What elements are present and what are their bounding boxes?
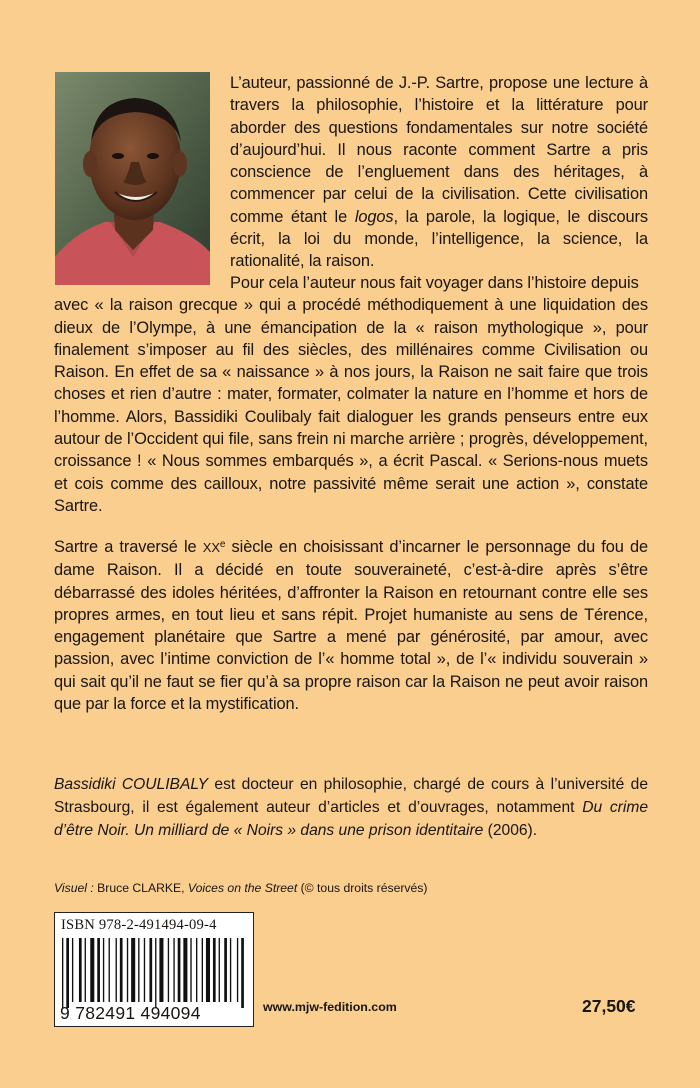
- barcode-bar: [168, 938, 169, 1002]
- barcode-bar: [90, 938, 94, 1002]
- barcode-bar: [85, 938, 86, 1002]
- author-photo: [55, 72, 210, 285]
- barcode-bar: [109, 938, 110, 1002]
- isbn-label: ISBN 978-2-491494-09-4: [61, 917, 217, 933]
- barcode-bar: [131, 938, 135, 1002]
- barcode-bar: [213, 938, 216, 1002]
- barcode-bar: [144, 938, 145, 1002]
- barcode-bar: [196, 938, 197, 1002]
- summary-paragraph-3: Sartre a traversé le XXe siècle en choisissant d’incarner le personnage du fou de dame Raison. Il a décidé en toute souveraineté, c’est-à-dire après s’être débarrassé des idoles héritées, d’affronter la Raison en retournant contre elle ses propres armes, en tout lieu et sans répit. Projet humaniste au sens de Térence, engagement planétaire que Sartre a mené par générosité, par amour, avec passion, avec l’intime conviction de l’« homme total », de l’« individu souverain » qui sait qu’il ne faut se fier qu’à sa propre raison car la Raison ne peut avoir raison que par la force et la mystification.: [54, 538, 648, 714]
- logos-term: logos: [354, 207, 394, 226]
- barcode-bar: [127, 938, 128, 1002]
- barcode-bar: [178, 938, 181, 1002]
- barcode-bar: [202, 938, 203, 1002]
- publisher-website[interactable]: www.mjw-fedition.com: [263, 1000, 397, 1014]
- barcode-bar: [155, 938, 156, 1008]
- author-bio: Bassidiki COULIBALY est docteur en philosophie, chargé de cours à l’université de Strasbourg, il est également auteur d’articles et d’ouvrages, notamment Du crime d’être Noir. Un milliard de « Noirs » dans une prison identitaire (2006).: [54, 776, 648, 840]
- barcode-bar: [66, 938, 69, 1008]
- barcode-box: [54, 912, 254, 1027]
- barcode-bar: [159, 938, 163, 1002]
- barcode-bar: [230, 938, 231, 1002]
- barcode-bar: [206, 938, 210, 1002]
- barcode-bar: [241, 938, 244, 1008]
- barcode-bar: [120, 938, 123, 1002]
- barcode-bar: [138, 938, 139, 1002]
- barcode-bar: [219, 938, 220, 1002]
- century-numeral: XX: [202, 540, 220, 555]
- summary-paragraph-1: L’auteur, passionné de J.-P. Sartre, propose une lecture à travers la philosophie, l’histoire et la littérature pour aborder des questions fondamentales sur notre société d’aujourd’hui. Il nous raconte comment Sartre a pris conscience de l’engluement dans des héritages, à commencer par celui de la civilisation. Cette civilisation comme étant le logos, la parole, la logique, le discours écrit, la loi du monde, l’intelligence, la science, la rationalité, la raison.: [230, 74, 648, 271]
- visual-credit: Visuel : Bruce CLARKE, Voices on the Street (© tous droits réservés): [54, 881, 428, 895]
- barcode-number: 9 782491 494094: [60, 1003, 201, 1023]
- barcode-bars: [60, 938, 248, 1010]
- barcode-bar: [149, 938, 152, 1002]
- barcode-bar: [224, 938, 227, 1002]
- author-name: Bassidiki COULIBALY: [54, 776, 209, 793]
- barcode-bar: [173, 938, 174, 1002]
- barcode-bar: [72, 938, 73, 1002]
- summary-paragraph-2: Pour cela l’auteur nous fait voyager dans l’histoire depuis avec « la raison grecque » qui a procédé méthodiquement à une liquidation des dieux de l’Olympe, à une émancipation de la « raison mythologique », pour finalement s’imposer au fil des siècles, des millénaires comme Civilisation ou Raison. En effet de sa « naissance » à nos jours, la Raison ne sait faire que trois choses et rien d’autre : mater, formater, colmater la nature en l’homme et hors de l’homme. Alors, Bassidiki Coulibaly fait dialoguer les grands penseurs entre eux autour de l’Occident qui file, sans frein ni marche arrière ; progrès, développement, croissance ! « Nous sommes embarqués », a écrit Pascal. « Serions-nous muets et cois comme des cailloux, notre passivité même serait une action », constate Sartre.: [54, 274, 648, 515]
- book-title: Du crime d’être Noir. Un milliard de « Noirs » dans une prison identitaire: [54, 799, 648, 840]
- barcode-bar: [237, 938, 238, 1002]
- price: 27,50€: [582, 996, 636, 1016]
- barcode-bar: [103, 938, 104, 1002]
- barcode-bar: [97, 938, 100, 1002]
- barcode-bar: [79, 938, 82, 1002]
- barcode-bar: [62, 938, 63, 1008]
- barcode-bar: [190, 938, 191, 1002]
- barcode-bar: [116, 938, 117, 1002]
- barcode-bar: [183, 938, 187, 1002]
